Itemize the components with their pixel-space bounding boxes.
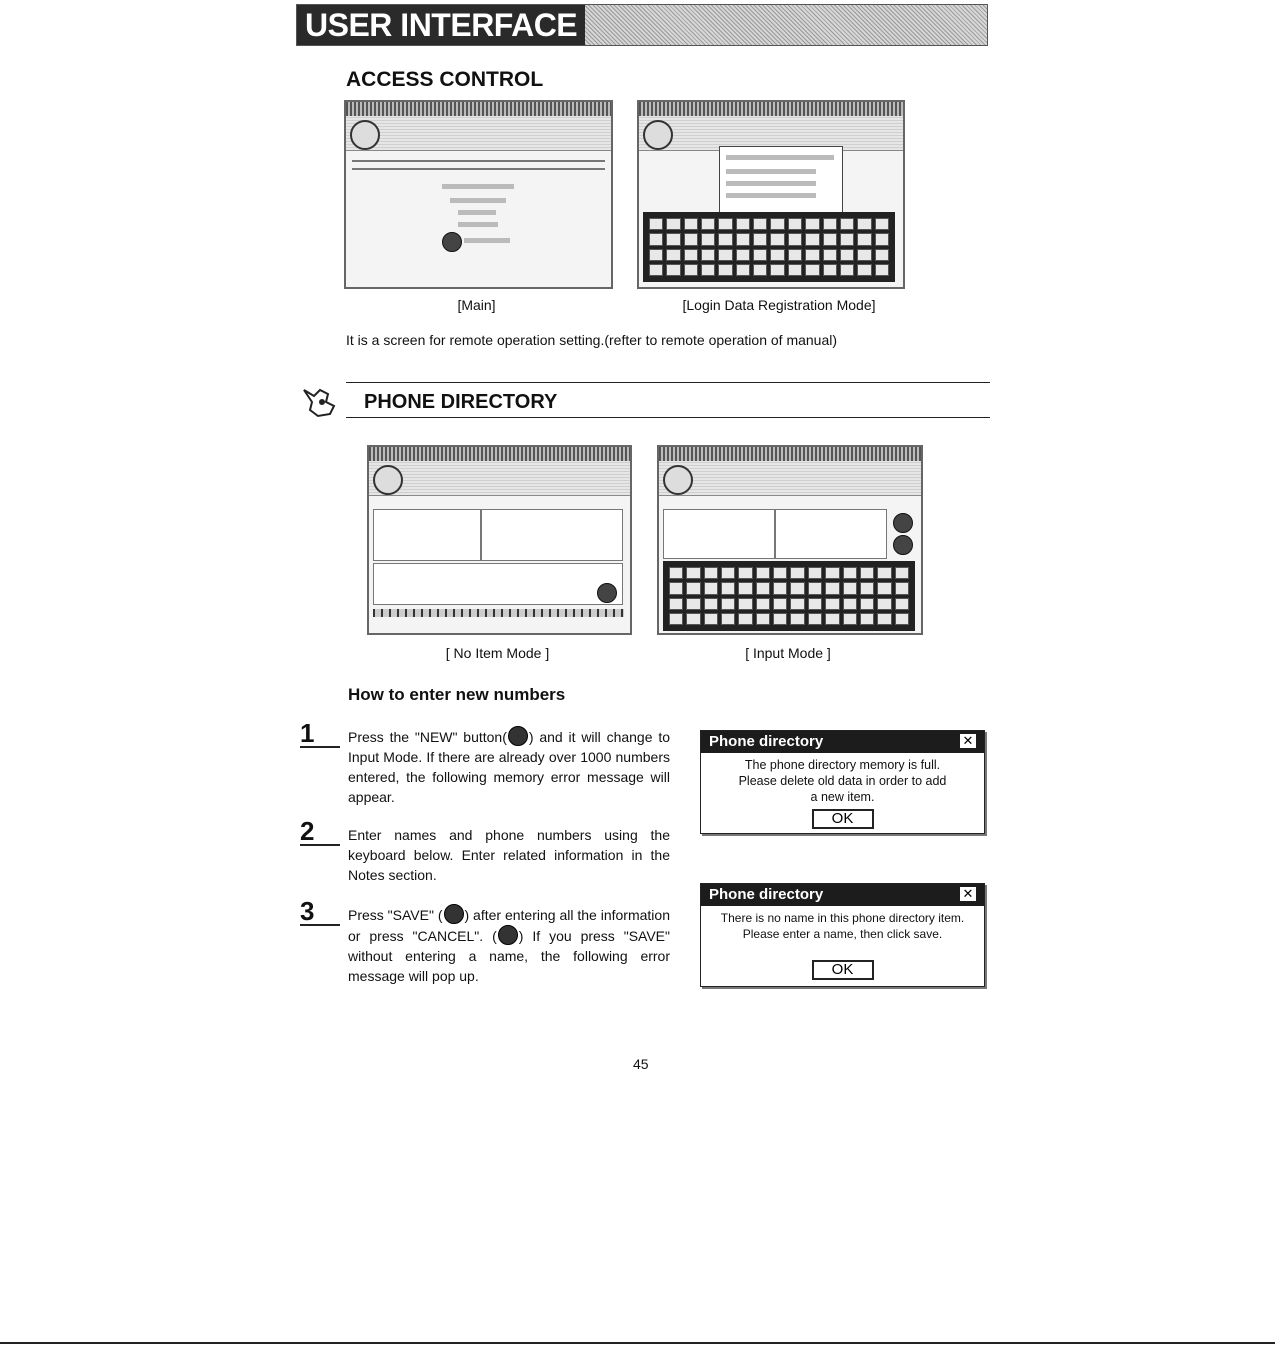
- window-toolbar: [369, 461, 630, 496]
- step-3-text-a: Press "SAVE" (: [348, 907, 443, 923]
- text-placeholder: [464, 238, 510, 243]
- dialog-field: [726, 169, 816, 174]
- save-button-icon: [444, 904, 464, 924]
- close-icon[interactable]: ✕: [960, 734, 976, 748]
- dialog-message: [701, 753, 984, 805]
- dialog-line: a new item.: [810, 790, 875, 804]
- dialog-message: [701, 906, 984, 942]
- reset-login-icon: [442, 232, 462, 252]
- window-toolbar: [346, 116, 611, 151]
- fields-panel: [663, 509, 775, 559]
- dialog-text: [726, 155, 834, 160]
- window-titlebar: [346, 102, 611, 116]
- ok-button[interactable]: OK: [812, 809, 874, 829]
- dialog-title-bar: [701, 884, 984, 906]
- bottom-rule-heading: [346, 417, 990, 418]
- text-placeholder: [458, 222, 498, 227]
- logo-icon: [643, 120, 673, 150]
- step-3-text-b: ) after entering all the information or press "CANCEL". (: [348, 907, 670, 944]
- section-banner: [296, 4, 988, 46]
- access-control-login-screenshot: [637, 100, 905, 289]
- login-dialog: [719, 146, 843, 214]
- text-placeholder: [450, 198, 506, 203]
- cancel-button-icon: [893, 535, 913, 555]
- access-control-main-screenshot: [344, 100, 613, 289]
- caption-login-mode: [Login Data Registration Mode]: [682, 297, 876, 313]
- logo-icon: [373, 465, 403, 495]
- page-number: 45: [633, 1056, 649, 1072]
- window-titlebar: [659, 447, 921, 461]
- dialog-field: [726, 181, 816, 186]
- index-tabs: [373, 609, 624, 617]
- phone-directory-heading: PHONE DIRECTORY: [364, 391, 558, 413]
- virtual-keyboard: [643, 212, 895, 282]
- cancel-button-icon: [498, 925, 518, 945]
- dialog-line: Please delete old data in order to add: [738, 774, 947, 788]
- dialog-title: Phone directory: [709, 733, 824, 750]
- banner-title: USER INTERFACE: [297, 5, 585, 45]
- caption-no-item-mode: [ No Item Mode ]: [445, 645, 550, 661]
- step-3-text-c: ) If you press "SAVE" without entering a name, the following error message will pop up.: [348, 928, 670, 984]
- no-name-dialog: [700, 883, 985, 987]
- new-button-icon: [508, 726, 528, 746]
- save-button-icon: [893, 513, 913, 533]
- access-control-description: It is a screen for remote operation setting.(refter to remote operation of manual): [346, 332, 838, 348]
- access-control-heading: ACCESS CONTROL: [346, 68, 544, 91]
- virtual-keyboard: [663, 561, 915, 631]
- header-line: [352, 168, 605, 170]
- dialog-field: [726, 193, 816, 198]
- text-placeholder: [458, 210, 496, 215]
- dialog-line: Please enter a name, then click save.: [742, 927, 943, 941]
- notes-panel: [481, 509, 623, 561]
- step-1-number: 1: [300, 720, 340, 748]
- ok-button[interactable]: OK: [812, 960, 874, 980]
- step-3-number: 3: [300, 898, 340, 926]
- logo-icon: [350, 120, 380, 150]
- dialog-line: There is no name in this phone directory item.: [720, 911, 965, 925]
- close-icon[interactable]: ✕: [960, 887, 976, 901]
- new-button-icon: [597, 583, 617, 603]
- window-titlebar: [369, 447, 630, 461]
- notes-panel: [775, 509, 887, 559]
- step-1-text: [348, 726, 670, 807]
- dialog-line: The phone directory memory is full.: [744, 758, 941, 772]
- list-panel: [373, 563, 623, 605]
- step-2-text: Enter names and phone numbers using the keyboard below. Enter related information in the Notes section.: [348, 827, 670, 883]
- step-1-text-a: Press the "NEW" button(: [348, 729, 507, 745]
- top-rule: [346, 382, 990, 383]
- caption-main: [Main]: [457, 297, 496, 313]
- step-1-text-b: ) and it will change to Input Mode. If there are already over 1000 numbers entered, the following memory error message will appear.: [348, 729, 670, 805]
- no-item-mode-screenshot: [367, 445, 632, 635]
- fields-panel: [373, 509, 481, 561]
- pointing-hand-icon: [300, 382, 344, 422]
- input-mode-screenshot: [657, 445, 923, 635]
- text-placeholder: [442, 184, 514, 189]
- window-titlebar: [639, 102, 903, 116]
- memory-full-dialog: [700, 730, 985, 834]
- dialog-title: Phone directory: [709, 886, 824, 903]
- logo-icon: [663, 465, 693, 495]
- window-toolbar: [659, 461, 921, 496]
- caption-input-mode: [ Input Mode ]: [745, 645, 831, 661]
- step-3-text: [348, 904, 670, 986]
- page-bottom-rule: [0, 1342, 1275, 1344]
- dialog-title-bar: [701, 731, 984, 753]
- how-to-heading: How to enter new numbers: [348, 685, 566, 704]
- step-2-number: 2: [300, 818, 340, 846]
- header-line: [352, 160, 605, 162]
